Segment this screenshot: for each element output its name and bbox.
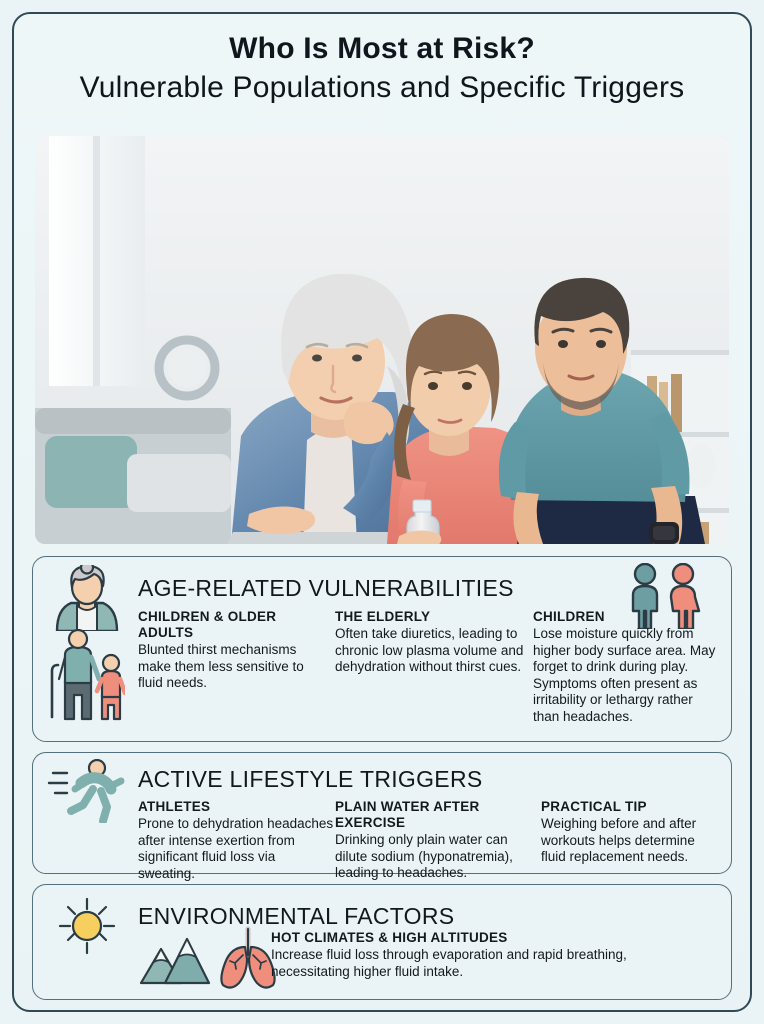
elder-and-child-icon: [49, 629, 125, 721]
column-title: PRACTICAL TIP: [541, 799, 647, 814]
card-heading-age: AGE-RELATED VULNERABILITIES: [138, 575, 514, 601]
mountains-icon: [139, 929, 211, 989]
poster-title: [12, 30, 752, 108]
column-hot-climates-high-altitudes: [271, 930, 701, 980]
column-title: CHILDREN: [533, 609, 605, 624]
column-athletes: [138, 799, 334, 882]
column-title: CHILDREN & OLDER ADULTS: [138, 609, 277, 640]
card-age-related-vulnerabilities: [32, 556, 732, 742]
card-heading-active: ACTIVE LIFESTYLE TRIGGERS: [138, 766, 483, 792]
card-environmental-factors: [32, 884, 732, 1000]
column-body: Blunted thirst mechanisms make them less sensitive to fluid needs.: [138, 642, 304, 690]
column-the-elderly: [335, 609, 530, 676]
column-title: HOT CLIMATES & HIGH ALTITUDES: [271, 930, 508, 945]
card-active-lifestyle-triggers: [32, 752, 732, 881]
column-body: Increase fluid loss through evaporation and rapid breathing, necessitating higher fluid intake.: [271, 947, 627, 979]
column-title: THE ELDERLY: [335, 609, 431, 624]
title-line-2: Vulnerable Populations and Specific Triggers: [79, 71, 685, 104]
column-children-older-adults: [138, 609, 328, 692]
lungs-icon: [217, 925, 279, 989]
hero-photo: [35, 136, 729, 544]
column-body: Prone to dehydration headaches after intense exertion from significant fluid loss via sweating.: [138, 816, 334, 881]
card-heading-environmental: ENVIRONMENTAL FACTORS: [138, 903, 455, 929]
column-title: PLAIN WATER AFTER EXERCISE: [335, 799, 480, 830]
sun-icon: [49, 893, 125, 959]
column-body: Often take diuretics, leading to chronic low plasma volume and dehydration without thirst cues.: [335, 626, 524, 674]
column-title: ATHLETES: [138, 799, 211, 814]
column-body: Drinking only plain water can dilute sodium (hyponatremia), leading to headaches.: [335, 832, 513, 880]
column-plain-water-after-exercise: [335, 799, 535, 882]
elderly-woman-icon: [49, 565, 125, 631]
column-body: Lose moisture quickly from higher body surface area. May forget to drink during play. Symptoms often present as irritability or lethargy rather than headaches.: [533, 626, 716, 724]
title-line-1: Who Is Most at Risk?: [229, 32, 535, 65]
column-body: Weighing before and after workouts helps determine fluid replacement needs.: [541, 816, 697, 864]
running-person-icon: [47, 759, 127, 823]
column-practical-tip: [541, 799, 721, 866]
column-children: [533, 609, 718, 725]
